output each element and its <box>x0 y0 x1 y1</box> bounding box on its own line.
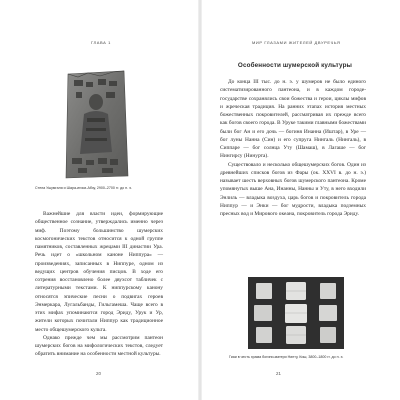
paragraph: Важнейшие для власти идеи, формирующие общественное сознание, утверждались именно через миф. Поэтому большинство шумерских космогонических текстов относится к одной группе памятников, составленных жрецами III династии Ура. Речь идет о «школьном каноне Ниппура» — произведениях, записанных в Ниппуре, одном из ведущих центров обучения писцов. В ходе его сотрения восстановлено более двухсот табличек с литературными текстами. К ниппурскому канону относятся эпические песни о подвигах героев Энмеркара, Лугальбанды, Гильгамеша. Чаще всего в этих мифах упоминаются город Эриду, Урук и Ур, жители которых почитали Ниппур как традиционное место общешумерского культа. <box>35 211 163 333</box>
stele-caption: Стела Ушумгаля и Шара-игиси-Абзу, 2900–2700 гг. до н. э. <box>35 186 132 190</box>
weights-photo <box>248 277 344 349</box>
right-page <box>200 0 400 400</box>
page-number-right: 21 <box>276 371 281 376</box>
left-body-text <box>35 210 163 359</box>
weights-caption: Гиаи в честь храма богини-матери Нинту, Киш, 3800–1800 гг. до н. э. <box>229 355 344 359</box>
paragraph: Однако прежде чем мы рассмотрим пантеон шумерских богов на мифологических текстов, следует обратить внимание на особенности местной культуры. <box>35 334 163 358</box>
paragraph: Существовало и несколько общешумерских богов. Один из древнейших списков богов из Фары (ок. XXVI в. до н. э.) называет шесть верховных богов шумерского пантеона. Кроме упомянутых выше Ана, Инанны, Нанны и Уту, в него входили Энлиль — владыка воздуха, царь богов и покровитель города Ниппур — и Энки — бог мудрости, владыка подземных пресных вод и Мирового океана, покровитель города Эриду. <box>220 161 366 217</box>
running-head-left: ГЛАВА 1 <box>91 40 111 45</box>
running-head-right: МИР ГЛАЗАМИ ЖИТЕЛЕЙ ДВУРЕЧЬЯ <box>252 40 341 45</box>
section-title: Особенности шумерской культуры <box>237 62 353 69</box>
paragraph: До конца III тыс. до н. э. у шумеров не было единого систематизированного пантеона, и в каждом городе-государстве сохранялись свои божества и герои, циклы мифов и жреческая традиция. На ранних этапах история местных божественных покровителей, рассматривая их прежде всего как богов своего города. В Уруке такими главными божествами были бог Ан и его дочь — богиня Инанна (Иштар), в Уре — бог луны Нанна (Син) и его супруга Нингаль (Нингаль), в Сиппаре — бог солнца Уту (Шамаш), в Лагаше — бог Нингирсу (Нинурта). <box>220 79 366 160</box>
right-body-text <box>220 78 366 218</box>
stele-photo <box>58 68 136 180</box>
page-number-left: 20 <box>96 371 101 376</box>
